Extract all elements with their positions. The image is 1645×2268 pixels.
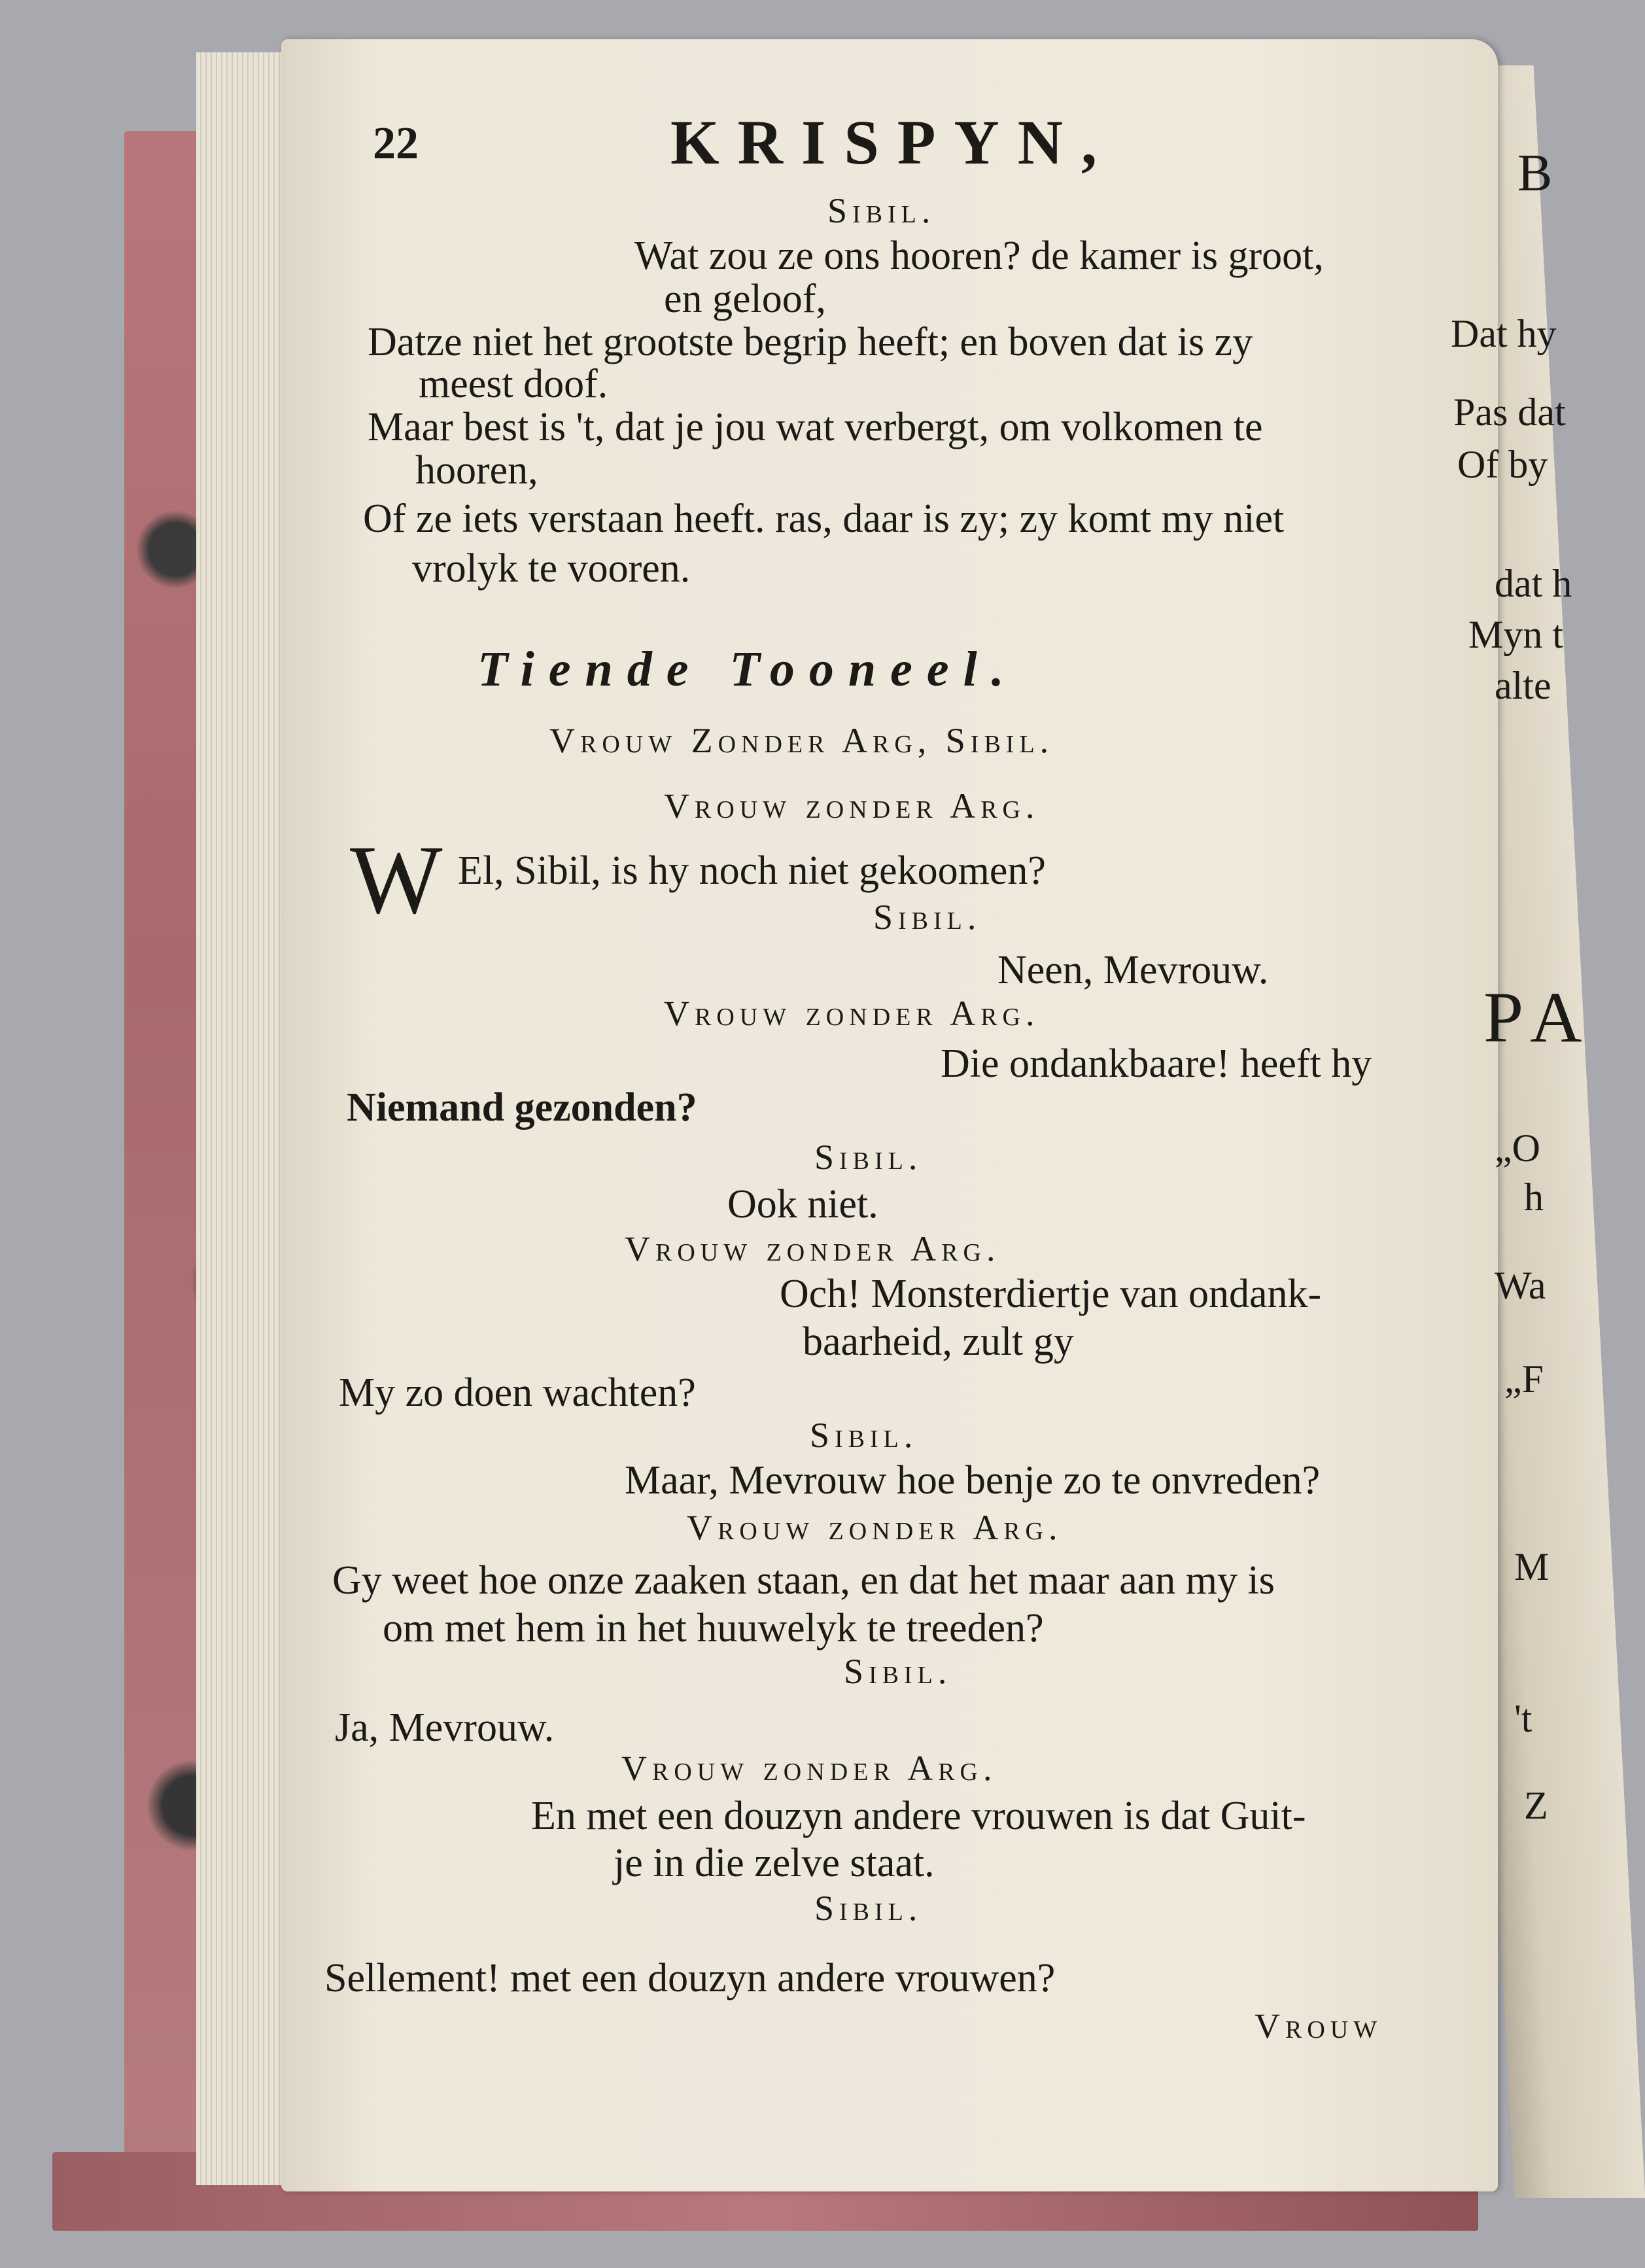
speaker: Sibil. [844,1652,952,1691]
text-line: en geloof, [664,277,826,321]
text-line: om met hem in het huuwelyk te treeden? [383,1606,1044,1650]
text-line: Neen, Mevrouw. [997,948,1269,992]
right-fragment: Myn t [1468,613,1564,656]
text-line: El, Sibil, is hy noch niet gekoomen? [458,848,1046,893]
right-fragment: Pas dat [1453,391,1566,434]
text-line: Maar best is 't, dat je jou wat verbergt, om volkomen te [368,405,1263,449]
scene-characters: Vrouw Zonder Arg, Sibil. [549,721,1054,760]
speaker: Vrouw zonder Arg. [625,1229,1001,1268]
speaker: Sibil. [814,1138,923,1177]
right-fragment: „O [1495,1126,1540,1170]
text-line: Wat zou ze ons hooren? de kamer is groot, [634,234,1324,278]
right-fragment: 't [1514,1697,1532,1740]
text-line: Ja, Mevrouw. [335,1705,555,1750]
text-line: Maar, Mevrouw hoe benje zo te onvreden? [625,1458,1321,1503]
right-fragment: Z [1524,1784,1548,1827]
right-fragment: dat h [1495,562,1572,605]
speaker: Vrouw zonder Arg. [687,1508,1063,1547]
right-fragment: B [1517,145,1553,202]
text-line: baarheid, zult gy [803,1319,1074,1364]
speaker: Sibil. [814,1889,923,1928]
text-line: En met een douzyn andere vrouwen is dat Guit- [531,1794,1306,1838]
text-line: Ook niet. [727,1182,878,1227]
text-line: meest doof. [419,362,608,406]
text-line: Niemand gezonden? [347,1085,697,1130]
page-number: 22 [373,118,419,169]
right-fragment: alte [1495,664,1551,707]
text-line: Die ondankbaare! heeft hy [941,1041,1372,1086]
right-fragment: Dat hy [1451,312,1557,355]
text-line: Sellement! met een douzyn andere vrouwen? [324,1956,1056,2000]
text-line: hooren, [415,448,538,493]
speaker: Vrouw zonder Arg. [621,1749,997,1788]
right-fragment: Wa [1495,1264,1546,1307]
right-fragment: PA [1483,977,1595,1057]
running-title: KRISPYN, [670,107,1116,177]
speaker: Sibil. [827,191,936,230]
right-fragment: M [1514,1545,1550,1588]
scene-heading: Tiende Tooneel. [477,642,1018,697]
catchword: Vrouw [1255,2006,1383,2046]
right-fragment: „F [1504,1357,1544,1401]
text-line: vrolyk te vooren. [412,546,691,591]
text-line: Gy weet hoe onze zaaken staan, en dat het maar aan my is [332,1558,1275,1603]
speaker: Vrouw zonder Arg. [664,994,1040,1033]
text-line: je in die zelve staat. [614,1841,935,1885]
right-fragment: h [1524,1176,1544,1219]
speaker: Sibil. [873,898,982,937]
right-fragment: Of by [1457,443,1548,486]
text-line: Och! Monsterdiertje van ondank- [780,1272,1322,1316]
text-line: My zo doen wachten? [339,1370,696,1415]
text-line: Datze niet het grootste begrip heeft; en boven dat is zy [368,320,1253,364]
text-line: Of ze iets verstaan heeft. ras, daar is zy; zy komt my niet [363,497,1285,541]
speaker: Vrouw zonder Arg. [664,786,1040,826]
drop-capital: W [350,826,443,934]
speaker: Sibil. [810,1416,918,1455]
